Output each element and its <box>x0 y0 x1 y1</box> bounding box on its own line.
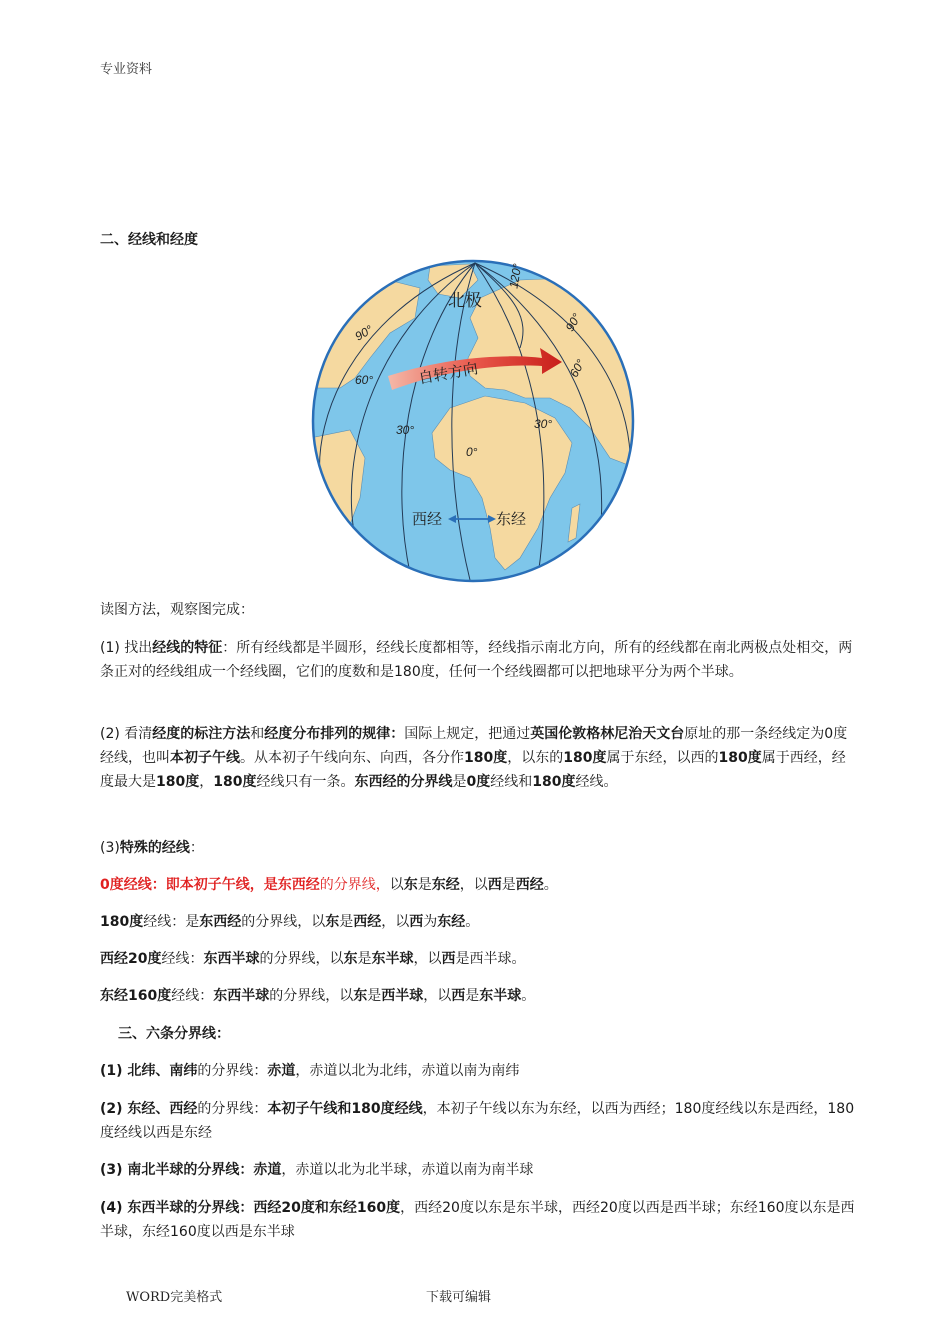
boundary-3: (3) 南北半球的分界线：赤道，赤道以北为北半球，赤道以南为南半球 <box>100 1162 534 1178</box>
label-e30: 30° <box>534 417 553 431</box>
label-w60: 60° <box>355 373 374 387</box>
section-title-boundaries: 三、六条分界线： <box>118 1026 230 1042</box>
east-longitude-label: 东经 <box>496 511 527 528</box>
footer-left: WORD完美格式 <box>126 1290 223 1305</box>
label-w30: 30° <box>396 423 415 437</box>
label-e60: 60° <box>566 356 588 380</box>
rotation-label: 自转方向 <box>417 360 480 388</box>
label-e90: 90° <box>562 310 584 334</box>
section-title-meridians: 二、经线和经度 <box>100 232 198 248</box>
north-pole-label: 北极 <box>448 291 482 310</box>
west-longitude-label: 西经 <box>412 511 443 528</box>
boundary-4: (4) 东西半球的分界线：西经20度和东经160度，西经20度以东是东半球，西经20度以西是西半球；东经160度以东是西半球，东经160度以西是东半球 <box>100 1200 855 1240</box>
footer-right: 下载可编辑 <box>426 1290 492 1305</box>
page-header: 专业资料 <box>100 62 153 77</box>
paragraph-1: (1) 找出经线的特征：所有经线都是半圆形，经线长度都相等，经线指示南北方向，所有的经线都在南北两极点处相交，两条正对的经线组成一个经线圈，它们的度数和是180度，任何一个经线圈都可以把地球平分为两个半球。 <box>100 640 853 680</box>
paragraph-2: (2) 看清经度的标注方法和经度分布排列的规律：国际上规定，把通过英国伦敦格林尼治天文台原址的那一条经线定为0度经线，也叫本初子午线。从本初子午线向东、向西，各分作180度，以东的180度属于东经，以西的180度属于西经，经度最大是180度，180度经线只有一条。东西经的分界线是0度经线和180度经线。 <box>100 726 848 790</box>
boundary-2: (2) 东经、西经的分界线：本初子午线和180度经线，本初子午线以东为东经，以西为西经；180度经线以东是西经，180度经线以西是东经 <box>100 1101 855 1141</box>
line-w20: 西经20度经线：东西半球的分界线，以东是东半球，以西是西半球。 <box>100 951 526 967</box>
label-120: 120° <box>506 262 525 290</box>
reading-instruction: 读图方法，观察图完成： <box>100 602 254 618</box>
label-w90: 90° <box>352 322 376 344</box>
globe-figure <box>310 258 636 584</box>
label-0: 0° <box>466 445 478 459</box>
line-180-degree: 180度经线：是东西经的分界线，以东是西经，以西为东经。 <box>100 914 480 930</box>
line-0-degree: 0度经线：即本初子午线，是东西经的分界线，以东是东经，以西是西经。 <box>100 877 558 893</box>
line-e160: 东经160度经线：东西半球的分界线，以东是西半球，以西是东半球。 <box>100 988 536 1004</box>
paragraph-3: (3)特殊的经线： <box>100 840 204 856</box>
boundary-1: (1) 北纬、南纬的分界线：赤道，赤道以北为北纬，赤道以南为南纬 <box>100 1063 520 1079</box>
